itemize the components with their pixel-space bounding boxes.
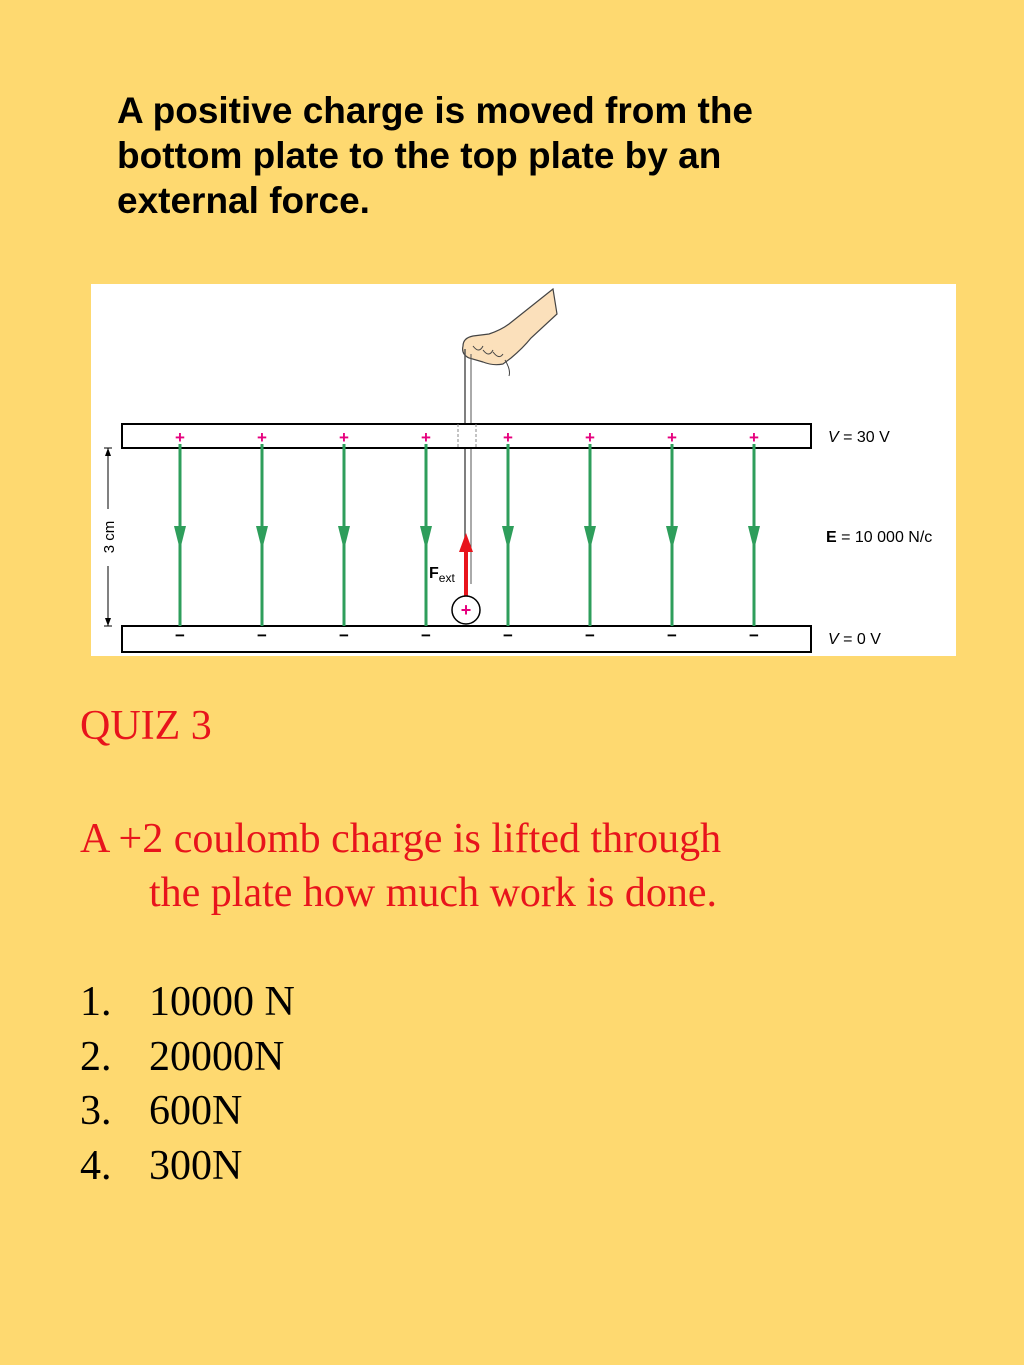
field-arrow-icon xyxy=(256,526,268,550)
option-number: 4. xyxy=(80,1142,112,1189)
heading-line-2: bottom plate to the top plate by an xyxy=(117,135,722,176)
plus-sign: + xyxy=(749,428,759,447)
field-arrow-icon xyxy=(174,526,186,550)
option-number: 3. xyxy=(80,1088,112,1134)
field-arrow-icon xyxy=(420,526,432,550)
positive-charge xyxy=(452,596,480,624)
question-line-2: the plate how much work is done. xyxy=(149,870,718,916)
plus-sign: + xyxy=(175,428,185,447)
option-number: 1. xyxy=(80,979,112,1025)
heading-line-1: A positive charge is moved from the xyxy=(117,90,754,131)
field-label: E = 10 000 N/c xyxy=(826,529,933,546)
minus-sign: − xyxy=(175,626,185,645)
plus-sign: + xyxy=(339,428,349,447)
field-arrow-icon xyxy=(502,526,514,550)
plus-sign: + xyxy=(585,428,595,447)
distance-label: 3 cm xyxy=(101,520,118,554)
bottom-plate-label: V = 0 V xyxy=(828,631,881,648)
option-text: 600N xyxy=(149,1088,243,1134)
option-number: 2. xyxy=(80,1033,112,1080)
option-text: 20000N xyxy=(149,1033,285,1080)
top-plate-label: V = 30 V xyxy=(828,429,890,446)
heading-line-3: external force. xyxy=(117,180,370,221)
quiz-question xyxy=(80,812,721,920)
field-arrow-icon xyxy=(748,526,760,550)
minus-sign: − xyxy=(585,626,595,645)
heading xyxy=(117,88,917,223)
minus-sign: − xyxy=(257,626,267,645)
field-arrow-icon xyxy=(338,526,350,550)
minus-sign: − xyxy=(749,626,759,645)
plus-sign: + xyxy=(667,428,677,447)
minus-sign: − xyxy=(503,626,513,645)
charge-symbol: + xyxy=(460,600,472,620)
hand-icon xyxy=(463,289,557,376)
option-text: 10000 N xyxy=(149,979,295,1025)
plus-sign: + xyxy=(421,428,431,447)
force-label: $F_{ext}$ xyxy=(429,565,455,585)
distance-indicator xyxy=(101,448,118,626)
minus-sign: − xyxy=(667,626,677,645)
quiz-title: QUIZ 3 xyxy=(80,703,212,749)
plus-sign: + xyxy=(503,428,513,447)
plus-sign: + xyxy=(257,428,267,447)
top-plate xyxy=(122,424,811,448)
field-arrow-icon xyxy=(584,526,596,550)
field-arrow-icon xyxy=(666,526,678,550)
option-text: 300N xyxy=(149,1142,243,1189)
minus-sign: − xyxy=(339,626,349,645)
bottom-plate xyxy=(122,626,811,652)
question-line-1: A +2 coulomb charge is lifted through xyxy=(80,816,722,862)
capacitor-diagram xyxy=(91,284,956,656)
minus-sign: − xyxy=(421,626,431,645)
